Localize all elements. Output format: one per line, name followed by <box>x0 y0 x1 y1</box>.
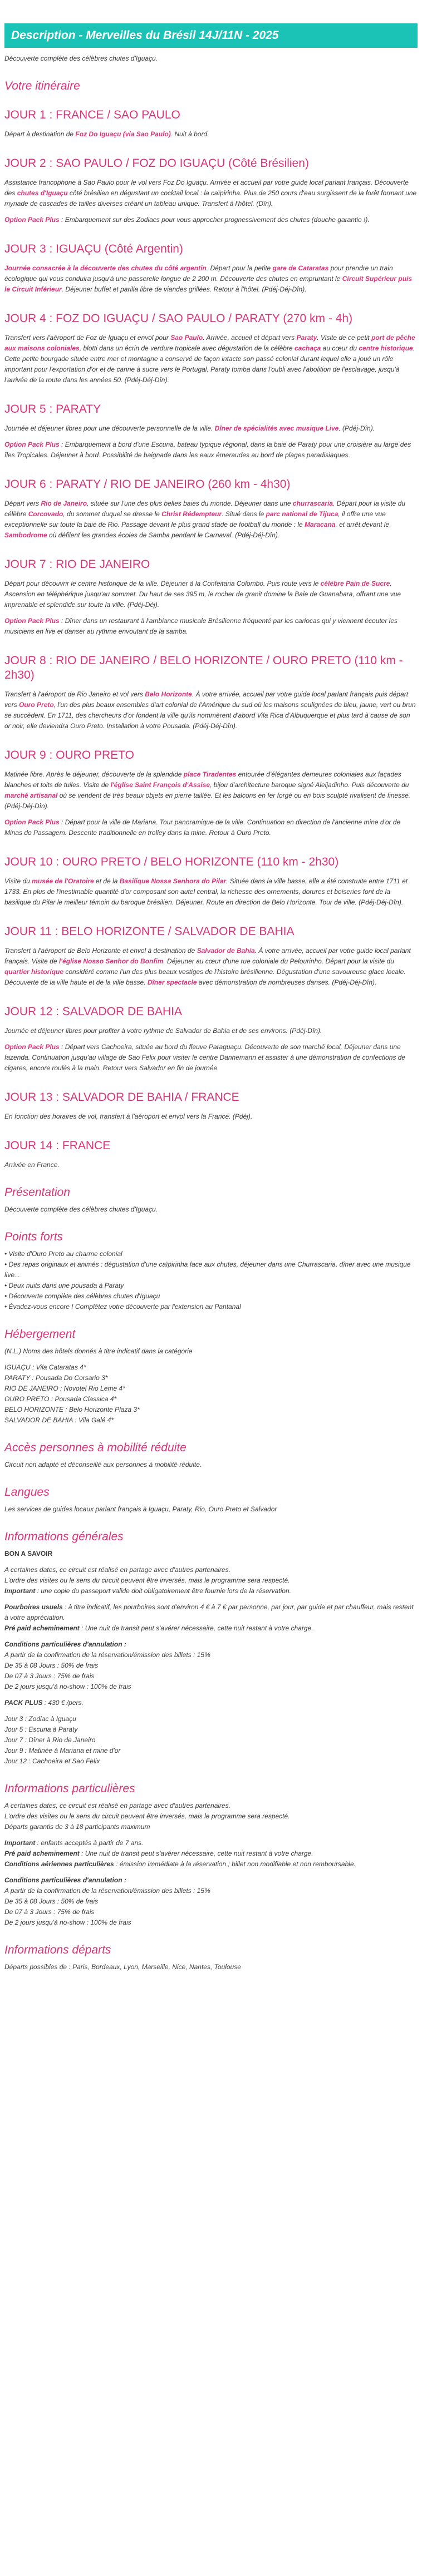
hebergement-note: (N.L.) Noms des hôtels donnés à titre indicatif dans la catégorie <box>4 1347 193 1355</box>
ig-pack-item: Jour 12 : Cachoeira et Sao Felix <box>4 1757 100 1765</box>
ip-important <box>4 1838 418 1848</box>
day-description <box>4 423 418 434</box>
day-title: JOUR 7 : RIO DE JANEIRO <box>4 558 150 571</box>
text-segment: , il offre une vue exceptionnelle sur toute la baie de Rio. Passage devant le plus grand stade de football du monde : le <box>4 510 386 528</box>
highlight-segment: Christ Rédempteur <box>161 510 222 518</box>
langues-text: Les services de guides locaux parlant français à Iguaçu, Paraty, Rio, Ouro Preto et Salvador <box>4 1505 277 1513</box>
text-segment: . Cette petite bourgade située entre mer et montagne a conservé de façon intacte son passé colonial durant lequel elle a joué un rôle important pour l'exportation d'or et de canne à sucre vers le Portugal. Paraty tomba dans l'oubli avec l'abolition de l'esclavage, jusqu'à l'arrivée de la route dans les années 50. (Pdéj-Déj-Dîn). <box>4 344 415 384</box>
highlight-segment: Sambodrome <box>4 531 47 539</box>
text-segment: avec démonstration de nombreuses danses. (Pdéj-Déj-Dîn). <box>197 978 377 986</box>
langues-heading: Langues <box>4 1486 50 1499</box>
day-title: JOUR 4 : FOZ DO IGUAÇU / SAO PAULO / PARATY (270 km - 4h) <box>4 312 353 325</box>
highlight-segment: cachaça <box>294 344 321 352</box>
presentation-text: Découverte complète des célèbres chutes d'Iguaçu. <box>4 1205 158 1213</box>
ig-pack-item: Jour 9 : Matinée à Mariana et mine d'or <box>4 1747 121 1754</box>
points-forts-item: • Visite d'Ouro Preto au charme colonial <box>4 1250 122 1258</box>
text-segment: . Départ pour la petite <box>206 264 273 272</box>
text-segment: . (Pdéj-Dîn). <box>338 424 375 432</box>
day-description <box>4 817 418 838</box>
points-forts-item: • Deux nuits dans une pousada à Paraty <box>4 1282 124 1289</box>
acces-heading: Accès personnes à mobilité réduite <box>4 1441 187 1454</box>
departs-heading: Informations départs <box>4 1944 111 1956</box>
highlight-segment: Journée consacrée à la découverte des chutes du côté argentin <box>4 264 207 272</box>
hebergement-item: PARATY : Pousada Do Corsario 3* <box>4 1374 108 1382</box>
highlight-segment: Option Pack Plus <box>4 818 60 826</box>
highlight-segment: Option Pack Plus <box>4 216 60 224</box>
intro-text: Découverte complète des célèbres chutes d'Iguaçu. <box>4 55 158 62</box>
day-title: JOUR 11 : BELO HORIZONTE / SALVADOR DE BAHIA <box>4 925 295 938</box>
ig-important-label: Important <box>4 1587 36 1595</box>
text-segment: Visite du <box>4 877 32 885</box>
ip-conditions-block <box>4 1875 418 1928</box>
ip-prepaid-text: : Une nuit de transit peut s'avérer nécessaire, cette nuit restant à votre charge. <box>79 1850 313 1857</box>
highlight-segment: Circuit Supérieur puis le Circuit Inférieur <box>4 275 413 293</box>
day-title: JOUR 10 : OURO PRETO / BELO HORIZONTE (110 km - 2h30) <box>4 856 339 868</box>
day-title: JOUR 8 : RIO DE JANEIRO / BELO HORIZONTE / OURO PRETO (110 km - 2h30) <box>4 654 403 681</box>
day-title: JOUR 5 : PARATY <box>4 403 101 416</box>
highlight-segment: Ouro Preto <box>19 701 54 709</box>
ig-line: A certaines dates, ce circuit est réalisé en partage avec d'autres partenaires. <box>4 1566 231 1574</box>
highlight-segment: Dîner de spécialités avec musique Live <box>214 424 339 432</box>
ig-prepaid <box>4 1623 418 1634</box>
day-description <box>4 1160 418 1170</box>
highlight-segment: Paraty <box>296 334 317 342</box>
ig-conditions-list <box>4 1650 418 1692</box>
highlight-segment: Basilique Nossa Senhora do Pilar <box>119 877 227 885</box>
ig-conditions-label: Conditions particulières d'annulation : <box>4 1640 126 1648</box>
points-forts-item: • Découverte complète des célèbres chutes d'Iguaçu <box>4 1292 160 1300</box>
itinerary-days <box>4 108 418 1170</box>
ig-pack-item: Jour 3 : Zodiac à Iguaçu <box>4 1715 76 1723</box>
text-segment: : Dîner dans un restaurant à l'ambiance musicale Brésilienne fréquenté par les cariocas qui y viennent écouter les musiciens en live et danser au rythme envoutant de la samba. <box>4 617 398 635</box>
ip-condition-line: De 35 à 08 Jours : 50% de frais <box>4 1897 99 1905</box>
day-title: JOUR 14 : FRANCE <box>4 1139 111 1152</box>
day-block <box>4 477 418 541</box>
day-block <box>4 654 418 731</box>
text-segment: . À votre arrivée, accueil par votre guide local parlant français. Visite de <box>4 947 411 965</box>
hebergement-item: BELO HORIZONTE : Belo Horizonte Plaza 3* <box>4 1406 140 1413</box>
day-description <box>4 1026 418 1036</box>
ig-pourboires-text: : à titre indicatif, les pourboires sont d'environ 4 € à 7 € par personne, par jour, par guide et par chauffeur, mais restent à votre appréciation. <box>4 1603 414 1621</box>
text-segment: En fonction des horaires de vol, transfert à l'aéroport et envol vers la France. (Pdéj). <box>4 1113 253 1120</box>
ig-pourboires-label: Pourboires usuels <box>4 1603 63 1611</box>
ip-line: L'ordre des visites ou le sens du circuit peuvent être inversés, mais le programme sera respecté. <box>4 1812 290 1820</box>
day-block <box>4 242 418 295</box>
text-segment: , et arrêt devant le <box>335 521 390 528</box>
text-segment: : Départ vers Cachoeira, située au bord du fleuve Paraguaçu. Découverte de son marché local. Déjeuner dans une fazenda. Continuation jusqu'au village de Sao Felix pour visiter le centre Dannemann et assister à une démonstration de confections de cigares, encore roulés à la main. Retour vers Salvador en fin de journée. <box>4 1043 406 1072</box>
text-segment: Journée et déjeuner libres pour une découverte personnelle de la ville. <box>4 424 215 432</box>
ig-important <box>4 1586 418 1596</box>
day-description <box>4 263 418 295</box>
ig-pack-list <box>4 1714 418 1767</box>
day-block <box>4 402 418 461</box>
text-segment: . Situé dans le <box>222 510 266 518</box>
text-segment: entourée d'élégantes demeures coloniales aux façades blanches et toits de tuiles. Visite de <box>4 770 401 789</box>
text-segment: : Départ pour la ville de Mariana. Tour panoramique de la ville. Continuation en direction de l'ancienne mine d'or de Minas do Passagem. Descente traditionnelle en trolley dans la mine. Retour à Ouro Preto. <box>4 818 401 837</box>
hebergement-heading: Hébergement <box>4 1328 76 1341</box>
highlight-segment: marché artisanal <box>4 792 58 799</box>
ip-important-label: Important <box>4 1839 36 1847</box>
highlight-segment: Maracana <box>305 521 336 528</box>
ig-condition-line: De 07 à 3 Jours : 75% de frais <box>4 1672 95 1680</box>
page <box>0 23 422 1972</box>
highlight-segment: l'église Nosso Senhor do Bonfim <box>58 957 164 965</box>
day-block <box>4 748 418 838</box>
ip-important-text: : enfants acceptés à partir de 7 ans. <box>35 1839 144 1847</box>
text-segment: , du sommet duquel se dresse le <box>63 510 162 518</box>
text-segment: Transfert à l'aéroport de Belo Horizonte et envol à destination de <box>4 947 197 955</box>
highlight-segment: churrascaria <box>292 500 333 507</box>
text-segment: . Nuit à bord. <box>170 130 209 138</box>
highlight-segment: Corcovado <box>28 510 63 518</box>
text-segment: , située sur l'une des plus belles baies du monde. Déjeuner dans une <box>87 500 293 507</box>
text-segment: Départ à destination de <box>4 130 76 138</box>
day-block <box>4 855 418 908</box>
day-description <box>4 689 418 731</box>
ig-pourboires <box>4 1602 418 1623</box>
highlight-segment: Option Pack Plus <box>4 1043 60 1051</box>
highlight-segment: chutes d'Iguaçu <box>17 189 68 197</box>
day-description <box>4 616 418 637</box>
acces-text: Circuit non adapté et déconseillé aux personnes à mobilité réduite. <box>4 1461 202 1469</box>
ig-prepaid-label: Pré paid acheminement <box>4 1624 80 1632</box>
text-segment: et de la <box>94 877 120 885</box>
text-segment: côté brésilien en dégustant un cocktail local : la caïpirinha. Plus de 250 cours d'eau surgissent de la forêt formant une myriade de cascades de tailles diverses créant un tableau unique. Transfert à l'hôtel. (Dîn). <box>4 189 417 207</box>
day-description <box>4 1042 418 1074</box>
highlight-segment: parc national de Tijuca <box>266 510 338 518</box>
infos-particulieres-heading: Informations particulières <box>4 1782 135 1795</box>
text-segment: . Déjeuner au cœur d'une rue coloniale du Pelourinho. Départ pour la visite du <box>163 957 394 965</box>
points-forts-item: • Des repas originaux et animés : dégustation d'une caïpirinha face aux chutes, déjeuner dans une Churrascaria, dîner avec une musique live... <box>4 1260 411 1279</box>
text-segment: . Départ pour la visite du célèbre <box>4 500 406 518</box>
ip-condition-line: A partir de la confirmation de la réservation/émission des billets : 15% <box>4 1887 210 1895</box>
day-block <box>4 1005 418 1074</box>
ip-prepaid <box>4 1848 418 1859</box>
highlight-segment: Rio de Janeiro <box>41 500 87 507</box>
highlight-segment: Foz Do Iguaçu (via Sao Paulo) <box>75 130 171 138</box>
ip-aerien <box>4 1859 418 1870</box>
day-description <box>4 1111 418 1122</box>
hebergement-item: OURO PRETO : Pousada Classica 4* <box>4 1395 117 1403</box>
ig-prepaid-text: : Une nuit de transit peut s'avérer nécessaire, cette nuit restant à votre charge. <box>79 1624 313 1632</box>
highlight-segment: gare de Cataratas <box>272 264 329 272</box>
ip-important-block <box>4 1838 418 1870</box>
ip-aerien-text: : émission immédiate à la réservation ; billet non modifiable et non remboursable. <box>114 1860 356 1868</box>
text-segment: au cœur du <box>321 344 359 352</box>
ig-pack-price: : 430 € /pers. <box>42 1699 84 1707</box>
highlight-segment: l'église Saint François d'Assise <box>110 781 210 789</box>
day-description <box>4 333 418 385</box>
departs-text: Départs possibles de : Paris, Bordeaux, Lyon, Marseille, Nice, Nantes, Toulouse <box>4 1963 241 1971</box>
ip-lines <box>4 1801 418 1832</box>
presentation-heading: Présentation <box>4 1186 70 1199</box>
ig-important-text: : une copie du passeport valide doit obligatoirement être fournie lors de la réservation. <box>35 1587 291 1595</box>
text-segment: Transfert vers l'aéroport de Foz de Iguaçu et envol pour <box>4 334 171 342</box>
ig-condition-line: De 2 jours jusqu'à no-show : 100% de frais <box>4 1683 131 1690</box>
ig-pourboires-block <box>4 1602 418 1634</box>
page-title: Description - Merveilles du Brésil 14J/11N - 2025 <box>4 23 418 48</box>
ig-pack-item: Jour 5 : Escuna à Paraty <box>4 1725 78 1733</box>
ip-condition-line: De 2 jours jusqu'à no-show : 100% de frais <box>4 1919 131 1926</box>
hebergement-item: IGUAÇU : Vila Cataratas 4* <box>4 1363 86 1371</box>
text-segment: . Ascension en téléphérique jusqu'au sommet. Du haut de ses 395 m, le rocher de granit domine la Baie de Guanabara, offrant une vue imprenable et splendide sur toute la ville. (Pdéj-Déj). <box>4 580 401 609</box>
text-segment: pour prendre un train écologique qui vous conduira jusqu'à une passerelle longue de 2 200 m. Découverte des chutes en empruntant le <box>4 264 393 283</box>
ig-condition-line: De 35 à 08 Jours : 50% de frais <box>4 1662 99 1669</box>
day-block <box>4 1090 418 1122</box>
ig-line: L'ordre des visites ou le sens du circuit peuvent être inversés, mais le programme sera respecté. <box>4 1576 290 1584</box>
ig-condition-line: A partir de la confirmation de la réservation/émission des billets : 15% <box>4 1651 210 1659</box>
day-description <box>4 769 418 812</box>
day-title: JOUR 1 : FRANCE / SAO PAULO <box>4 108 180 121</box>
day-block <box>4 557 418 637</box>
text-segment: Départ vers <box>4 500 41 507</box>
highlight-segment: célèbre Pain de Sucre <box>320 580 390 587</box>
day-title: JOUR 12 : SALVADOR DE BAHIA <box>4 1005 182 1018</box>
text-segment: . Visite de ce petit <box>317 334 372 342</box>
ip-conditions-list <box>4 1886 418 1928</box>
hebergement-item: RIO DE JANEIRO : Novotel Rio Leme 4* <box>4 1385 125 1392</box>
ip-condition-line: De 07 à 3 Jours : 75% de frais <box>4 1908 95 1916</box>
day-description <box>4 129 418 140</box>
ip-aerien-label: Conditions aériennes particulières <box>4 1860 114 1868</box>
day-description <box>4 439 418 461</box>
day-description <box>4 177 418 209</box>
highlight-segment: Option Pack Plus <box>4 617 60 625</box>
text-segment: Départ pour découvrir le centre historique de la ville. Déjeuner à la Confeitaria Colombo. Puis route vers le <box>4 580 321 587</box>
day-title: JOUR 13 : SALVADOR DE BAHIA / FRANCE <box>4 1091 239 1104</box>
text-segment: . Arrivée, accueil et départ vers <box>203 334 297 342</box>
text-segment: : Embarquement à bord d'une Escuna, bateau typique régional, dans la baie de Paraty pour une croisière au large des îles Tropicales. Déjeuner à bord. Possibilité de baignade dans les eaux émeraudes au bord de plages paradisiaques. <box>4 441 411 459</box>
highlight-segment: Salvador de Bahia <box>197 947 255 955</box>
text-segment: , bijou d'architecture baroque signé Aleijadinho. Puis découverte du <box>210 781 409 789</box>
text-segment: , l'un des plus beaux ensembles d'art colonial de l'Amérique du sud où les maisons soulignées de bleu, jaune, vert ou brun se succèdent. En 1711, des chercheurs d'or fondent la ville qu'ils nommèrent d'abord Vila Rica d'Albuquerque et plus tard à cause de son or noir, elle deviendra Ouro Preto. Installation à votre Pousada. (Pdéj-Déj-Dîn). <box>4 701 416 730</box>
text-segment: où se vendent de très beaux objets en pierre taillée. Et les balcons en fer forgé ou en bois sculpté rivalisent de finesse. (Pdéj-Déj-Dîn). <box>4 792 411 810</box>
highlight-segment: place Tiradentes <box>183 770 237 778</box>
highlight-segment: port de pêche aux maisons coloniales <box>4 334 415 352</box>
ig-pack-label: PACK PLUS <box>4 1699 43 1707</box>
highlight-segment: quartier historique <box>4 968 64 976</box>
day-description <box>4 946 418 988</box>
day-description <box>4 498 418 541</box>
bon-a-savoir-label: BON A SAVOIR <box>4 1550 53 1558</box>
day-block <box>4 156 418 225</box>
text-segment: Matinée libre. Après le déjeuner, découverte de la splendide <box>4 770 184 778</box>
text-segment: . Située dans la ville basse, elle a été construite entre 1711 et 1733. En plus de l'inestimable quantité d'or composant son autel central, la richesse des ornements, dorures et boiseries font de la basilique du Pilar le meilleur témoin du baroque brésilien. Déjeuner. Route en direction de Belo Horizonte. Tour de ville. (Pdéj-Déj-Dîn). <box>4 877 408 906</box>
ig-pack <box>4 1698 418 1708</box>
highlight-segment: centre historique <box>359 344 413 352</box>
text-segment: : Embarquement sur des Zodiacs pour vous approcher prognessivement des chutes (douche garantie !). <box>59 216 370 224</box>
text-segment: considéré comme l'un des plus beaux vestiges de l'histoire brésilienne. Dégustation d'une savoureuse glace locale. Découverte de la ville haute et de la ville basse. <box>4 968 406 986</box>
ig-lines <box>4 1565 418 1596</box>
text-segment: Assistance francophone à Sao Paulo pour le vol vers Foz Do Iguaçu. Arrivée et accueil par votre guide local parlant français. Découverte des <box>4 179 409 197</box>
ip-conditions-label: Conditions particulières d'annulation : <box>4 1876 126 1884</box>
text-segment: où défilent les grandes écoles de Samba pendant le Carnaval. (Pdéj-Déj-Dîn). <box>47 531 280 539</box>
day-description <box>4 579 418 610</box>
text-segment: Arrivée en France. <box>4 1161 60 1169</box>
points-forts-list <box>4 1249 418 1312</box>
ip-line: Départs garantis de 3 à 18 participants maximum <box>4 1823 150 1831</box>
day-block <box>4 312 418 385</box>
text-segment: . À votre arrivée, accueil par votre guide local parlant français puis départ vers <box>4 690 409 709</box>
day-description <box>4 215 418 225</box>
text-segment: , blotti dans un écrin de verdure tropicale avec dégustation de la célèbre <box>79 344 295 352</box>
ig-conditions-block <box>4 1639 418 1692</box>
points-forts-heading: Points forts <box>4 1230 63 1243</box>
highlight-segment: Sao Paulo <box>170 334 203 342</box>
highlight-segment: musée de l'Oratoire <box>32 877 94 885</box>
day-title: JOUR 3 : IGUAÇU (Côté Argentin) <box>4 243 183 255</box>
day-description <box>4 876 418 908</box>
ip-prepaid-label: Pré paid acheminement <box>4 1850 80 1857</box>
highlight-segment: Option Pack Plus <box>4 441 60 448</box>
day-block <box>4 1139 418 1170</box>
highlight-segment: Belo Horizonte <box>145 690 192 698</box>
points-forts-item: • Évadez-vous encore ! Complétez votre découverte par l'extension au Pantanal <box>4 1303 241 1311</box>
text-segment: . Déjeuner buffet et parilla libre de viandes grillées. Retour à l'hôtel. (Pdéj-Déj-Dîn). <box>61 285 307 293</box>
hebergement-list <box>4 1362 418 1426</box>
hebergement-item: SALVADOR DE BAHIA : Vila Galé 4* <box>4 1416 114 1424</box>
ig-pack-block <box>4 1698 418 1767</box>
day-block <box>4 924 418 988</box>
highlight-segment: Dîner spectacle <box>147 978 197 986</box>
infos-generales-heading: Informations générales <box>4 1530 124 1543</box>
itinerary-heading: Votre itinéraire <box>4 80 80 92</box>
ig-pack-item: Jour 7 : Dîner à Rio de Janeiro <box>4 1736 96 1744</box>
ip-line: A certaines dates, ce circuit est réalisé en partage avec d'autres partenaires. <box>4 1802 231 1809</box>
text-segment: Journée et déjeuner libres pour profiter à votre rythme de Salvador de Bahia et de ses environs. (Pdéj-Dîn). <box>4 1027 322 1035</box>
day-title: JOUR 9 : OURO PRETO <box>4 749 134 762</box>
day-title: JOUR 2 : SAO PAULO / FOZ DO IGUAÇU (Côté Brésilien) <box>4 157 309 170</box>
text-segment: Transfert à l'aéroport de Rio Janeiro et vol vers <box>4 690 145 698</box>
day-title: JOUR 6 : PARATY / RIO DE JANEIRO (260 km - 4h30) <box>4 478 291 491</box>
day-block <box>4 108 418 140</box>
